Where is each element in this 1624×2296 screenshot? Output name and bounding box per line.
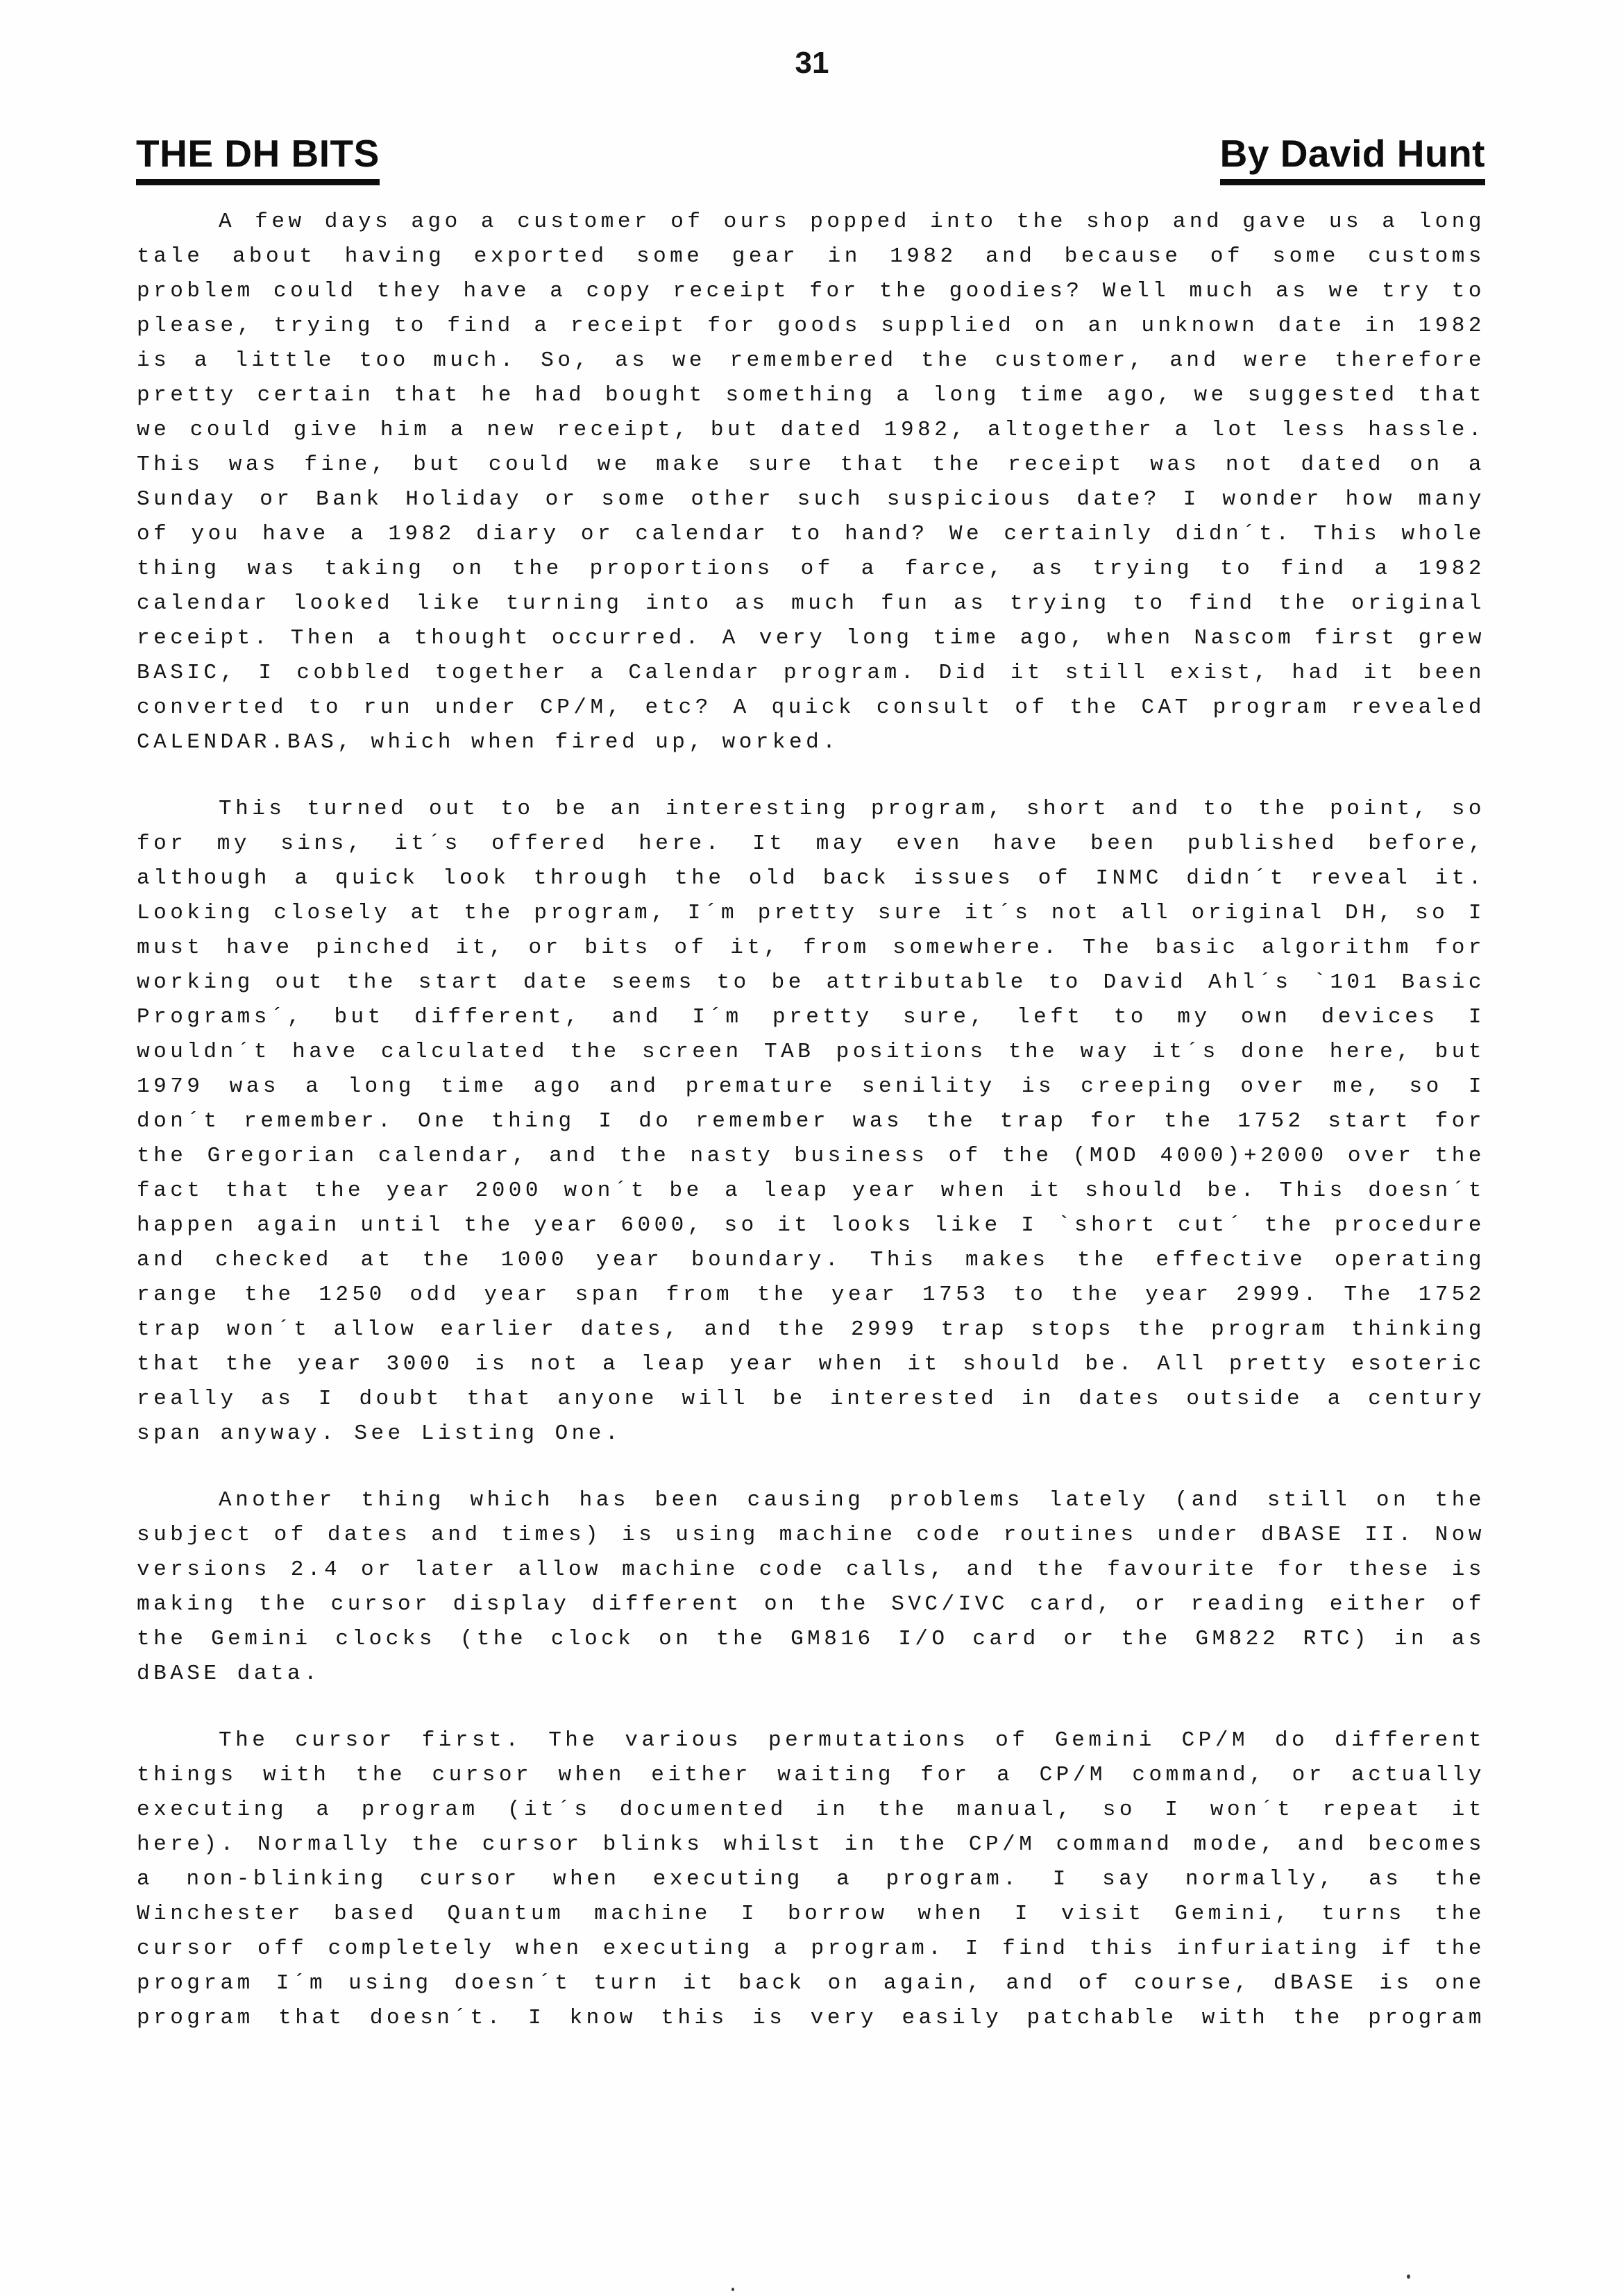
paragraph xyxy=(137,1723,1485,2036)
text-line: the Gregorian calendar, and the nasty business of the (MOD 4000)+2000 over the xyxy=(137,1144,1485,1168)
text-line: tale about having exported some gear in 1982 and because of some customs xyxy=(137,244,1485,269)
text-line: that the year 3000 is not a leap year when it should be. All pretty esoteric xyxy=(137,1352,1485,1376)
text-line: Another thing which has been causing problems lately (and still on the xyxy=(219,1488,1485,1512)
text-line: executing a program (it´s documented in the manual, so I won´t repeat it xyxy=(137,1798,1485,1822)
text-line: range the 1250 odd year span from the year 1753 to the year 2999. The 1752 xyxy=(137,1283,1485,1307)
text-line: here). Normally the cursor blinks whilst in the CP/M command mode, and becomes xyxy=(137,1832,1485,1857)
text-line: things with the cursor when either waiting for a CP/M command, or actually xyxy=(137,1763,1485,1787)
text-line: working out the start date seems to be attributable to David Ahl´s `101 Basic xyxy=(137,970,1485,995)
text-line: receipt. Then a thought occurred. A very long time ago, when Nascom first grew xyxy=(137,626,1485,650)
text-line: Sunday or Bank Holiday or some other such suspicious date? I wonder how many xyxy=(137,487,1485,512)
text-line: BASIC, I cobbled together a Calendar program. Did it still exist, had it been xyxy=(137,661,1485,685)
text-line: program I´m using doesn´t turn it back on again, and of course, dBASE is one xyxy=(137,1971,1485,1995)
text-line: Winchester based Quantum machine I borrow when I visit Gemini, turns the xyxy=(137,1902,1485,1926)
text-line: dBASE data. xyxy=(137,1662,321,1686)
text-line: making the cursor display different on the SVC/IVC card, or reading either of xyxy=(137,1592,1485,1617)
text-line: thing was taking on the proportions of a farce, as trying to find a 1982 xyxy=(137,557,1485,581)
text-line: problem could they have a copy receipt for the goodies? Well much as we try to xyxy=(137,279,1485,303)
paragraph xyxy=(137,1483,1485,1691)
text-line: fact that the year 2000 won´t be a leap year when it should be. This doesn´t xyxy=(137,1179,1485,1203)
text-line: really as I doubt that anyone will be interested in dates outside a century xyxy=(137,1387,1485,1411)
text-line: trap won´t allow earlier dates, and the 2999 trap stops the program thinking xyxy=(137,1317,1485,1342)
text-line: for my sins, it´s offered here. It may even have been published before, xyxy=(137,832,1485,856)
text-line: a non-blinking cursor when executing a program. I say normally, as the xyxy=(137,1867,1485,1891)
text-line: please, trying to find a receipt for goods supplied on an unknown date in 1982 xyxy=(137,314,1485,338)
text-line: although a quick look through the old back issues of INMC didn´t reveal it. xyxy=(137,866,1485,890)
text-line: must have pinched it, or bits of it, from somewhere. The basic algorithm for xyxy=(137,936,1485,960)
text-line: CALENDAR.BAS, which when fired up, worked. xyxy=(137,730,840,754)
text-line: wouldn´t have calculated the screen TAB positions the way it´s done here, but xyxy=(137,1040,1485,1064)
text-line: A few days ago a customer of ours popped into the shop and gave us a long xyxy=(219,210,1485,234)
article-body xyxy=(137,205,1485,2068)
paragraph xyxy=(137,205,1485,760)
page-number: 31 xyxy=(795,46,829,80)
text-line: span anyway. See Listing One. xyxy=(137,1421,622,1446)
article-byline: By David Hunt xyxy=(1220,135,1485,185)
scan-speck xyxy=(1407,2274,1410,2279)
text-line: The cursor first. The various permutations of Gemini CP/M do different xyxy=(219,1728,1485,1753)
text-line: subject of dates and times) is using machine code routines under dBASE II. Now xyxy=(137,1523,1485,1547)
text-line: This was fine, but could we make sure that the receipt was not dated on a xyxy=(137,453,1485,477)
article-header xyxy=(136,132,1485,185)
text-line: program that doesn´t. I know this is very easily patchable with the program xyxy=(137,2006,1485,2030)
text-line: calendar looked like turning into as much fun as trying to find the original xyxy=(137,591,1485,616)
text-line: pretty certain that he had bought something a long time ago, we suggested that xyxy=(137,383,1485,407)
scan-speck xyxy=(731,2288,734,2291)
text-line: is a little too much. So, as we remembered the customer, and were therefore xyxy=(137,348,1485,373)
text-line: don´t remember. One thing I do remember was the trap for the 1752 start for xyxy=(137,1109,1485,1133)
text-line: Programs´, but different, and I´m pretty sure, left to my own devices I xyxy=(137,1005,1485,1029)
text-line: and checked at the 1000 year boundary. This makes the effective operating xyxy=(137,1248,1485,1272)
text-line: of you have a 1982 diary or calendar to hand? We certainly didn´t. This whole xyxy=(137,522,1485,546)
text-line: cursor off completely when executing a program. I find this infuriating if the xyxy=(137,1936,1485,1961)
text-line: the Gemini clocks (the clock on the GM816 I/O card or the GM822 RTC) in as xyxy=(137,1627,1485,1651)
text-line: 1979 was a long time ago and premature senility is creeping over me, so I xyxy=(137,1074,1485,1099)
text-line: Looking closely at the program, I´m pretty sure it´s not all original DH, so I xyxy=(137,901,1485,925)
text-line: This turned out to be an interesting program, short and to the point, so xyxy=(219,797,1485,821)
text-line: versions 2.4 or later allow machine code calls, and the favourite for these is xyxy=(137,1558,1485,1582)
text-line: we could give him a new receipt, but dated 1982, altogether a lot less hassle. xyxy=(137,418,1485,442)
text-line: happen again until the year 6000, so it looks like I `short cut´ the procedure xyxy=(137,1213,1485,1238)
text-line: converted to run under CP/M, etc? A quick consult of the CAT program revealed xyxy=(137,695,1485,720)
paragraph xyxy=(137,792,1485,1451)
article-title: THE DH BITS xyxy=(136,135,380,185)
